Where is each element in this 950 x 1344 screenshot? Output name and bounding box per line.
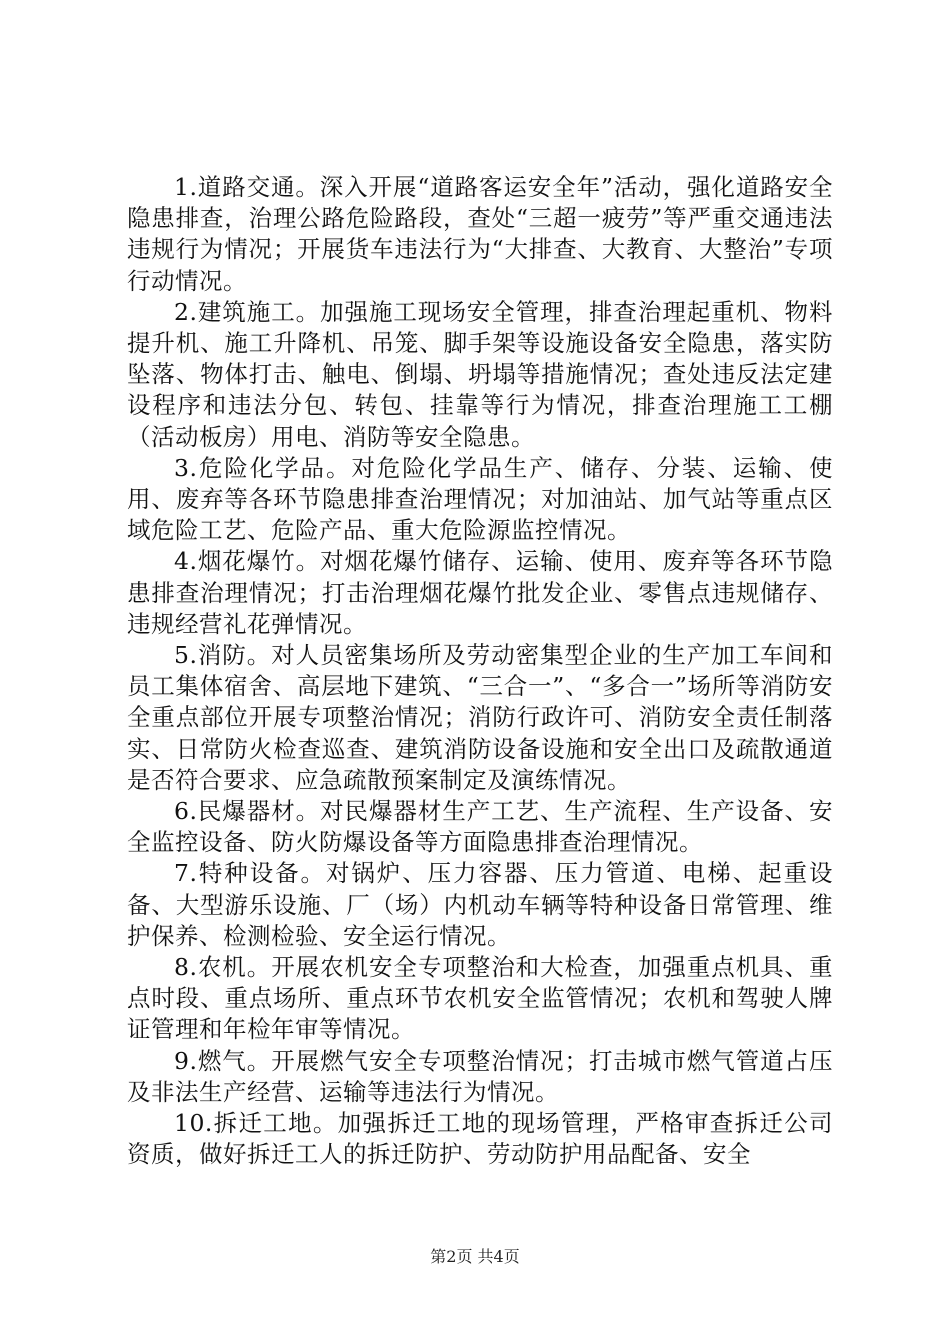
- paragraph-road-traffic: 1.道路交通。深入开展“道路客运安全年”活动，强化道路安全隐患排查，治理公路危险路段，查处“三超一疲劳”等严重交通违法违规行为情况；开展货车违法行为“大排查、大教育、大整治”专项行动情况。: [127, 173, 833, 295]
- paragraph-construction: 2.建筑施工。加强施工现场安全管理，排查治理起重机、物料提升机、施工升降机、吊笼、脚手架等设施设备安全隐患，落实防坠落、物体打击、触电、倒塌、坍塌等措施情况；查处违反法定建设程序和违法分包、转包、挂靠等行为情况，排查治理施工工棚（活动板房）用电、消防等安全隐患。: [127, 297, 833, 451]
- page-total: 共4页: [477, 1247, 520, 1266]
- paragraph-special-equipment: 7.特种设备。对锅炉、压力容器、压力管道、电梯、起重设备、大型游乐设施、厂（场）内机动车辆等特种设备日常管理、维护保养、检测检验、安全运行情况。: [127, 859, 833, 950]
- paragraph-hazardous-chemicals: 3.危险化学品。对危险化学品生产、储存、分装、运输、使用、废弃等各环节隐患排查治理情况；对加油站、加气站等重点区域危险工艺、危险产品、重大危险源监控情况。: [127, 453, 833, 545]
- page-footer: [0, 1247, 950, 1267]
- paragraph-fire-safety: 5.消防。对人员密集场所及劳动密集型企业的生产加工车间和员工集体宿舍、高层地下建筑、“三合一”、“多合一”场所等消防安全重点部位开展专项整治情况；消防行政许可、消防安全责任制落实、日常防火检查巡查、建筑消防设备设施和安全出口及疏散通道是否符合要求、应急疏散预案制定及演练情况。: [127, 641, 833, 794]
- paragraph-agricultural-machinery: 8.农机。开展农机安全专项整治和大检查，加强重点机具、重点时段、重点场所、重点环节农机安全监管情况；农机和驾驶人牌证管理和年检年审等情况。: [127, 953, 833, 1044]
- paragraph-fireworks: 4.烟花爆竹。对烟花爆竹储存、运输、使用、废弃等各环节隐患排查治理情况；打击治理烟花爆竹批发企业、零售点违规储存、违规经营礼花弹情况。: [127, 547, 833, 638]
- paragraph-gas: 9.燃气。开展燃气安全专项整治情况；打击城市燃气管道占压及非法生产经营、运输等违法行为情况。: [127, 1046, 833, 1106]
- document-body: [127, 172, 833, 1171]
- page-number: 第2页: [430, 1247, 473, 1266]
- paragraph-explosives: 6.民爆器材。对民爆器材生产工艺、生产流程、生产设备、安全监控设备、防火防爆设备等方面隐患排查治理情况。: [127, 797, 833, 857]
- paragraph-demolition-site: 10.拆迁工地。加强拆迁工地的现场管理，严格审查拆迁公司资质，做好拆迁工人的拆迁防护、劳动防护用品配备、安全: [127, 1109, 833, 1169]
